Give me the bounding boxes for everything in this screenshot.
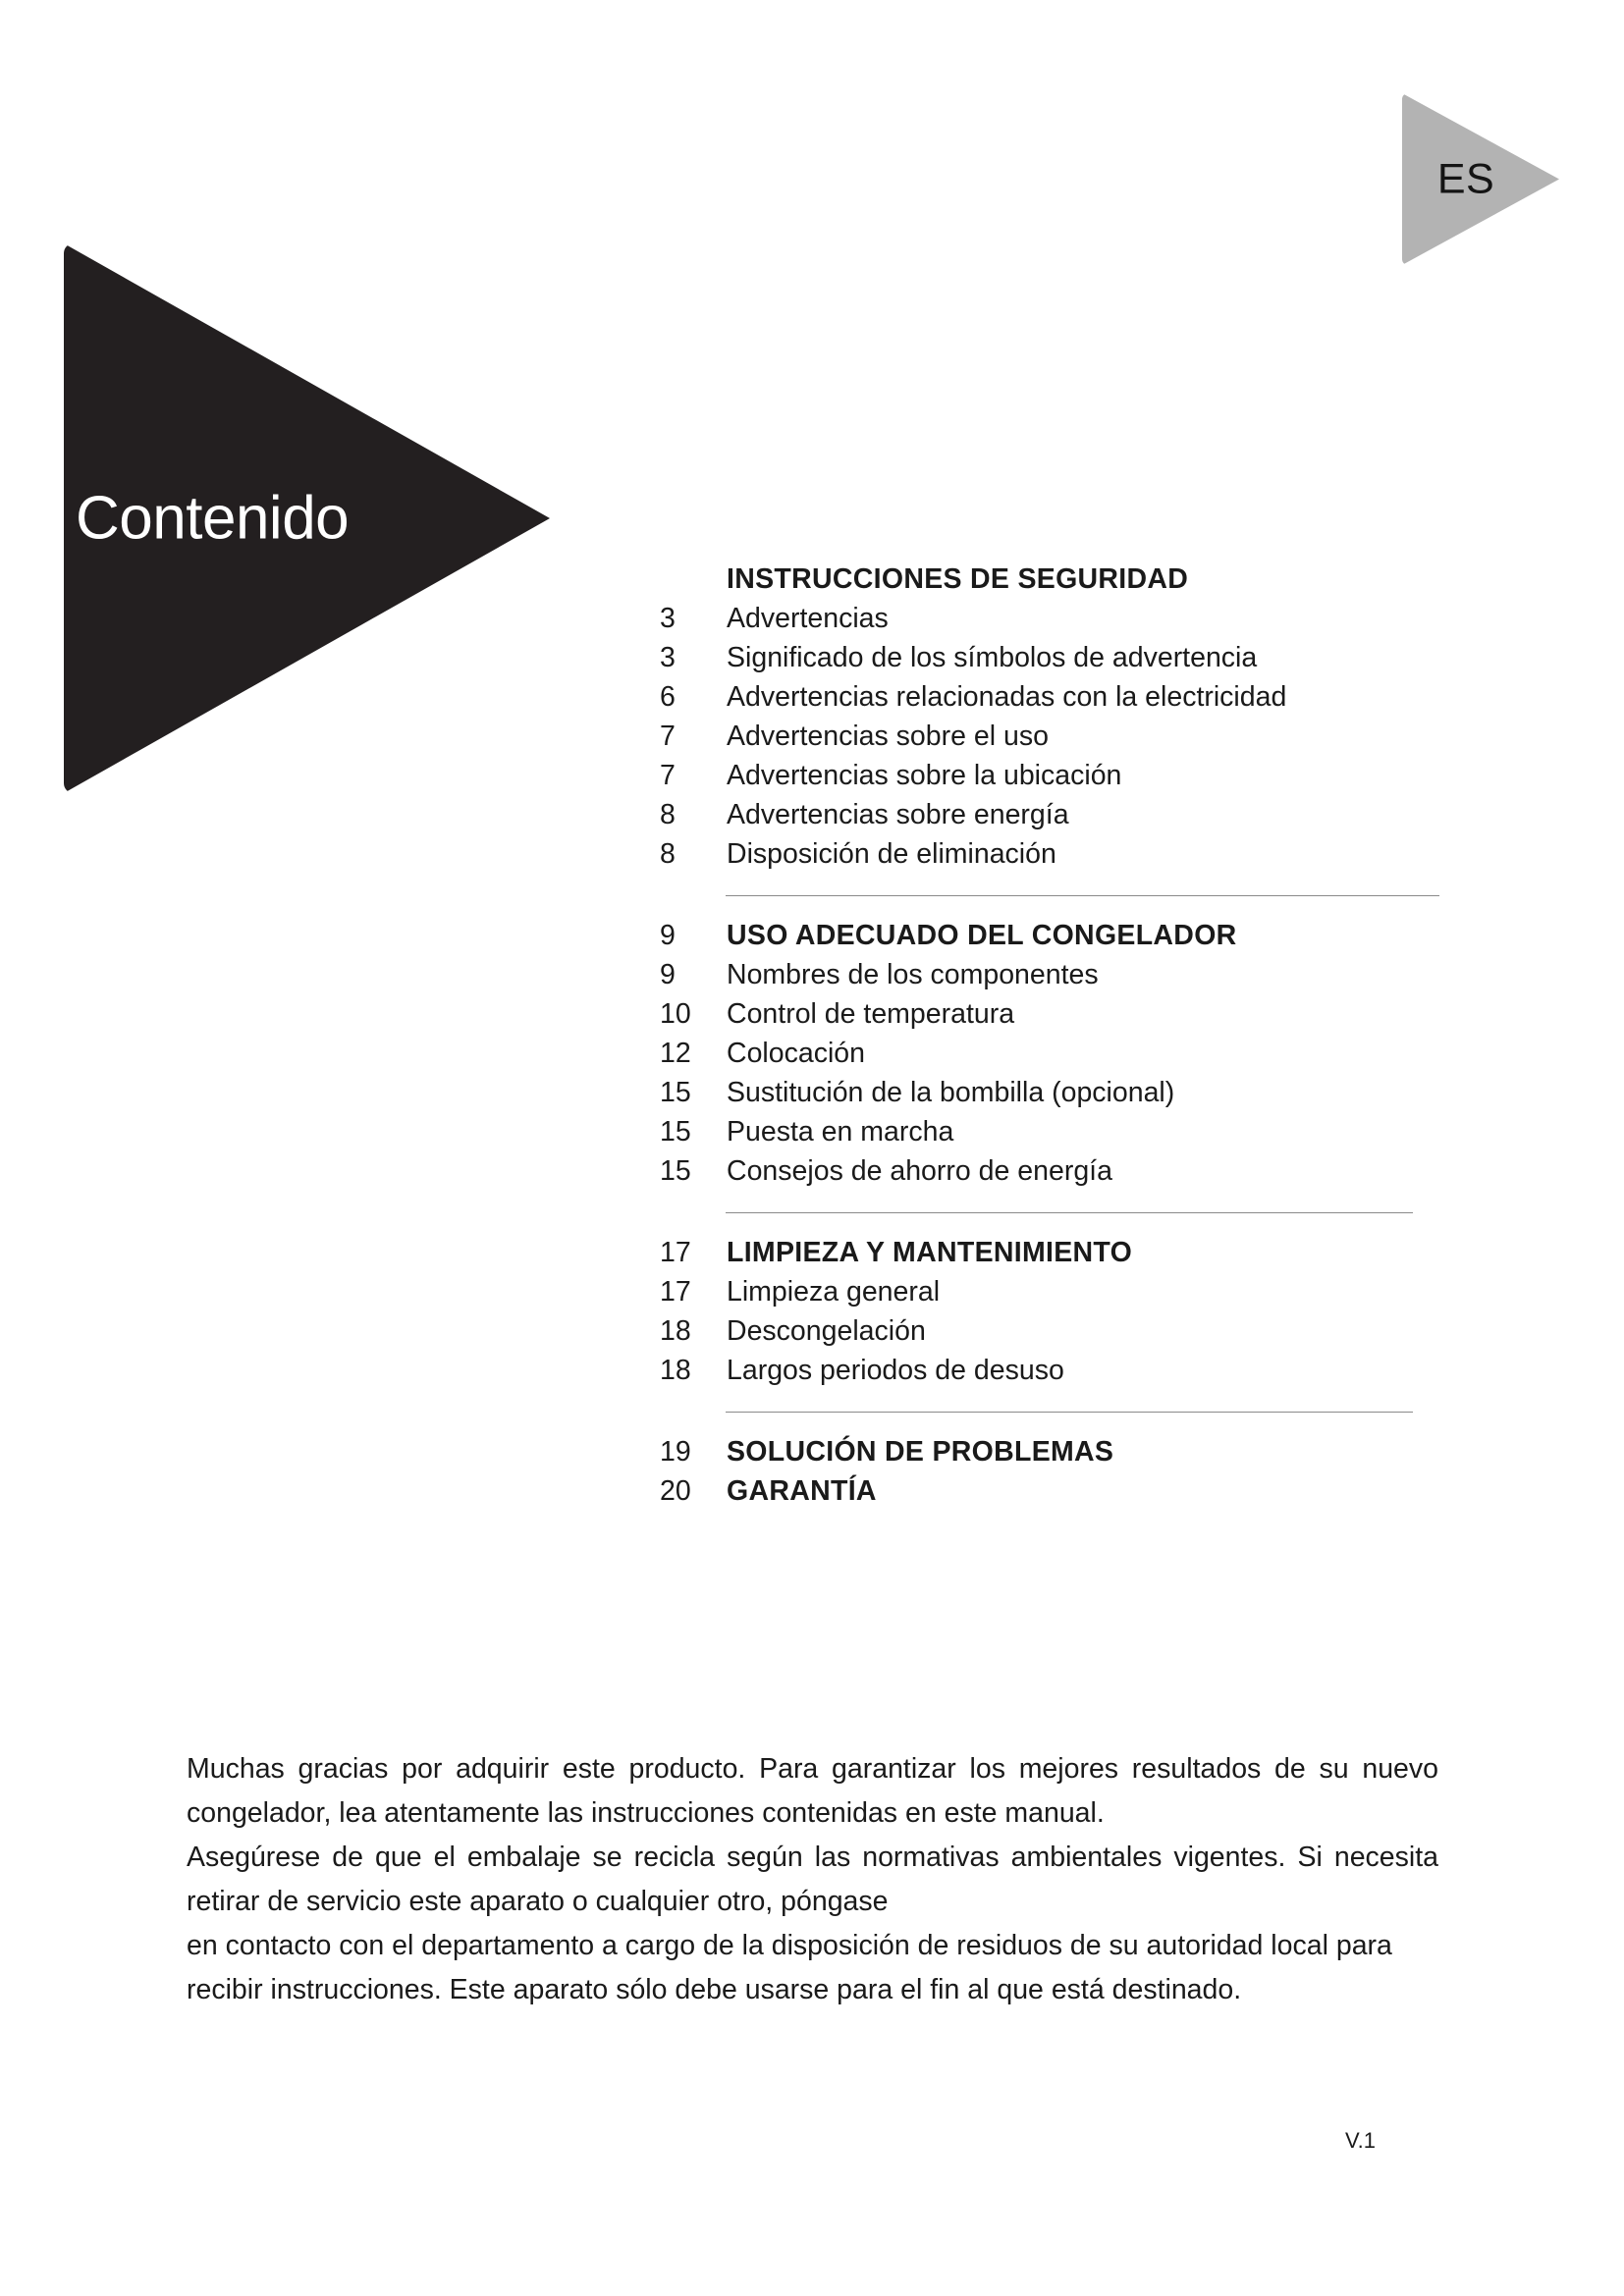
toc-entry-label: Puesta en marcha <box>727 1116 954 1148</box>
toc-entry-label: GARANTÍA <box>727 1475 877 1507</box>
toc-page-number: 3 <box>660 642 676 673</box>
toc-entry-label: Limpieza general <box>727 1276 941 1308</box>
toc-entry[interactable] <box>660 795 1435 834</box>
version-label: V.1 <box>1345 2128 1377 2153</box>
toc-entry-label: Advertencias <box>727 603 889 634</box>
toc-page-number: 9 <box>660 920 676 951</box>
language-badge <box>1402 93 1559 265</box>
toc-entry-label: Control de temperatura <box>727 998 1015 1030</box>
toc-entry-label: Descongelación <box>727 1315 926 1347</box>
toc-entry[interactable] <box>660 599 1435 638</box>
toc-group <box>660 1233 1435 1390</box>
toc-entry-label: Nombres de los componentes <box>727 959 1099 990</box>
toc-page-number: 18 <box>660 1355 691 1386</box>
table-of-contents <box>660 560 1435 1511</box>
toc-page-number: 20 <box>660 1475 691 1507</box>
toc-divider <box>726 1212 1413 1213</box>
toc-page-number: 15 <box>660 1116 691 1148</box>
toc-entry-label: Advertencias relacionadas con la electricidad <box>727 681 1287 713</box>
toc-entry-label: Colocación <box>727 1038 865 1069</box>
toc-entry[interactable] <box>660 1151 1435 1191</box>
toc-entry[interactable] <box>660 1471 1435 1511</box>
page-title-arrow <box>64 243 550 793</box>
toc-entry[interactable] <box>660 638 1435 677</box>
toc-page-number: 7 <box>660 721 676 752</box>
toc-group <box>660 560 1435 874</box>
intro-text-block <box>187 1747 1438 2012</box>
toc-page-number: 15 <box>660 1155 691 1187</box>
toc-entry[interactable] <box>660 994 1435 1034</box>
toc-entry-label: Consejos de ahorro de energía <box>727 1155 1112 1187</box>
toc-entry[interactable] <box>660 677 1435 717</box>
toc-entry-label: Disposición de eliminación <box>727 838 1056 870</box>
toc-entry-label: Advertencias sobre energía <box>727 799 1069 830</box>
toc-entry[interactable] <box>660 834 1435 874</box>
toc-entry[interactable] <box>660 1272 1435 1311</box>
toc-page-number: 8 <box>660 799 676 830</box>
page-title: Contenido <box>76 484 350 553</box>
toc-page-number: 7 <box>660 760 676 791</box>
toc-entry-label: SOLUCIÓN DE PROBLEMAS <box>727 1436 1114 1468</box>
toc-page-number: 8 <box>660 838 676 870</box>
toc-page-number: 15 <box>660 1077 691 1108</box>
toc-page-number: 6 <box>660 681 676 713</box>
intro-paragraph-2: Asegúrese de que el embalaje se recicla según las normativas ambientales vigentes. Si necesita retirar de servicio este aparato o cualquier otro, póngase <box>187 1842 1438 1917</box>
toc-entry-label: Largos periodos de desuso <box>727 1355 1064 1386</box>
toc-divider <box>726 1412 1413 1413</box>
toc-entry[interactable] <box>660 756 1435 795</box>
toc-page-number: 17 <box>660 1276 691 1308</box>
toc-page-number: 12 <box>660 1038 691 1069</box>
toc-entry[interactable] <box>660 1311 1435 1351</box>
language-badge-label: ES <box>1436 155 1495 202</box>
toc-entry[interactable] <box>660 1112 1435 1151</box>
toc-page-number: 10 <box>660 998 691 1030</box>
toc-page-number: 19 <box>660 1436 691 1468</box>
intro-paragraph-3: en contacto con el departamento a cargo de la disposición de residuos de su autoridad local para recibir instrucciones. Este aparato sólo debe usarse para el fin al que está destinado. <box>187 1930 1392 2005</box>
toc-entry-label: USO ADECUADO DEL CONGELADOR <box>727 920 1237 951</box>
toc-entry[interactable] <box>660 560 1435 599</box>
toc-entry[interactable] <box>660 1034 1435 1073</box>
intro-paragraph-1: Muchas gracias por adquirir este producto. Para garantizar los mejores resultados de su nuevo congelador, lea atentamente las instrucciones contenidas en este manual. <box>187 1753 1438 1829</box>
toc-entry-label: Significado de los símbolos de advertencia <box>727 642 1258 673</box>
toc-entry[interactable] <box>660 717 1435 756</box>
toc-group <box>660 916 1435 1191</box>
toc-entry[interactable] <box>660 1233 1435 1272</box>
toc-page-number: 9 <box>660 959 676 990</box>
toc-page-number: 18 <box>660 1315 691 1347</box>
toc-entry-label: Sustitución de la bombilla (opcional) <box>727 1077 1175 1108</box>
toc-entry-label: Advertencias sobre la ubicación <box>727 760 1122 791</box>
toc-group <box>660 1432 1435 1511</box>
toc-divider <box>726 895 1439 896</box>
toc-entry[interactable] <box>660 955 1435 994</box>
toc-entry[interactable] <box>660 1073 1435 1112</box>
toc-entry-label: LIMPIEZA Y MANTENIMIENTO <box>727 1237 1133 1268</box>
toc-page-number: 17 <box>660 1237 691 1268</box>
toc-entry[interactable] <box>660 1432 1435 1471</box>
toc-entry-label: INSTRUCCIONES DE SEGURIDAD <box>727 563 1189 595</box>
toc-entry-label: Advertencias sobre el uso <box>727 721 1049 752</box>
toc-entry[interactable] <box>660 1351 1435 1390</box>
toc-entry[interactable] <box>660 916 1435 955</box>
toc-page-number: 3 <box>660 603 676 634</box>
